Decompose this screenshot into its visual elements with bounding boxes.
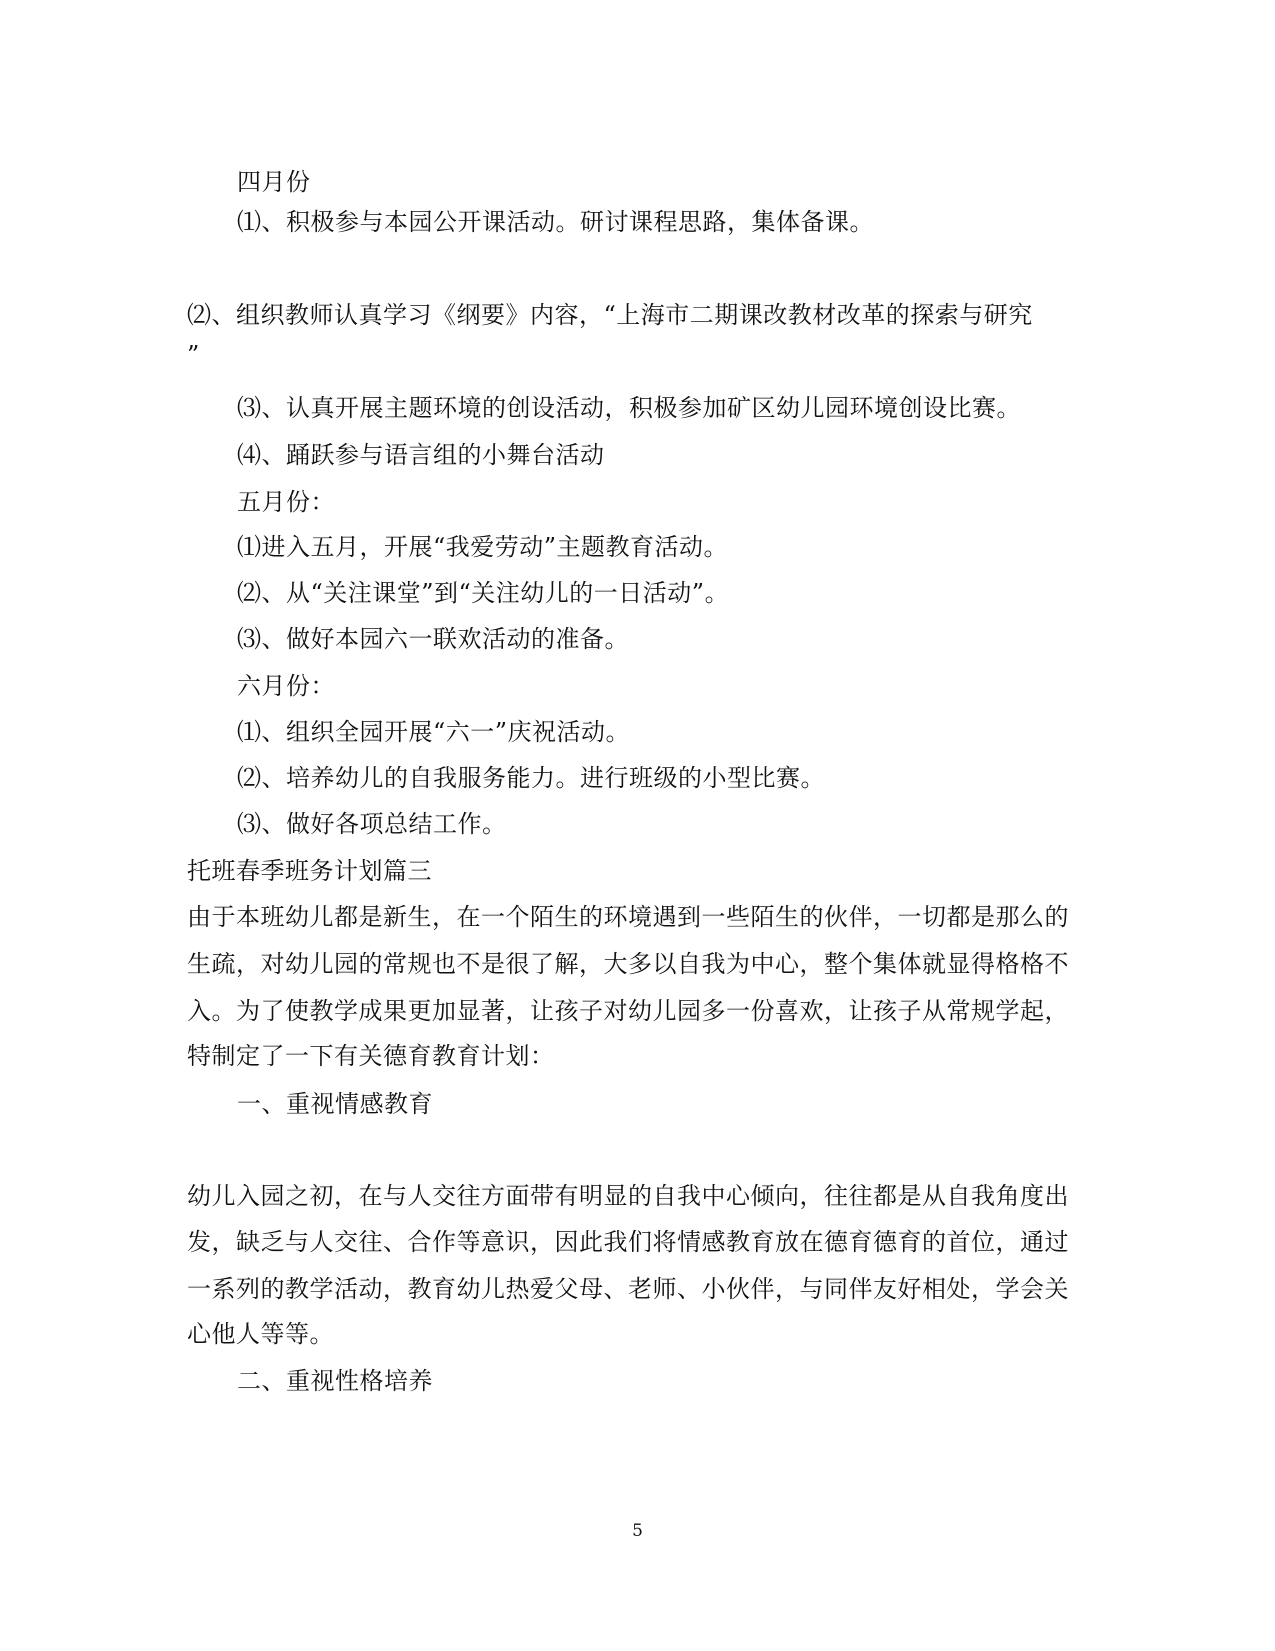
list-item: ⑶、认真开展主题环境的创设活动，积极参加矿区幼儿园环境创设比赛。 [237, 394, 1021, 422]
list-item: ⑵、培养幼儿的自我服务能力。进行班级的小型比赛。 [237, 764, 825, 792]
list-item: ⑶、做好本园六一联欢活动的准备。 [237, 625, 629, 653]
paragraph-line: 发，缺乏与人交往、合作等意识，因此我们将情感教育放在德育德育的首位，通过 [187, 1228, 1069, 1256]
paragraph-line: 一系列的教学活动，教育幼儿热爱父母、老师、小伙伴，与同伴友好相处，学会关 [187, 1275, 1069, 1303]
list-item: ⑵、从“关注课堂”到“关注幼儿的一日活动”。 [237, 579, 730, 607]
section-heading-may: 五月份： [237, 488, 335, 516]
paragraph-line: 由于本班幼儿都是新生，在一个陌生的环境遇到一些陌生的伙伴，一切都是那么的 [187, 903, 1069, 931]
paragraph-line: 入。为了使教学成果更加显著，让孩子对幼儿园多一份喜欢，让孩子从常规学起， [187, 997, 1069, 1025]
page-number: 5 [632, 1521, 643, 1541]
article-title: 托班春季班务计划篇三 [187, 857, 432, 885]
list-item-continuation: ” [187, 341, 200, 369]
list-item: ⑵、组织教师认真学习《纲要》内容，“上海市二期课改教材改革的探索与研究 [187, 301, 1033, 329]
list-item: ⑶、做好各项总结工作。 [237, 810, 507, 838]
section-heading-april: 四月份 [237, 168, 311, 196]
subsection-heading: 一、重视情感教育 [237, 1090, 433, 1118]
list-item: ⑷、踊跃参与语言组的小舞台活动 [237, 441, 605, 469]
list-item: ⑴、积极参与本园公开课活动。研讨课程思路，集体备课。 [237, 208, 874, 236]
paragraph-line: 生疏，对幼儿园的常规也不是很了解，大多以自我为中心，整个集体就显得格格不 [187, 950, 1069, 978]
list-item: ⑴、组织全园开展“六一”庆祝活动。 [237, 718, 631, 746]
paragraph-line: 特制定了一下有关德育教育计划： [187, 1042, 555, 1070]
paragraph-line: 心他人等等。 [187, 1320, 334, 1348]
subsection-heading: 二、重视性格培养 [237, 1367, 433, 1395]
section-heading-june: 六月份： [237, 672, 335, 700]
paragraph-line: 幼儿入园之初，在与人交往方面带有明显的自我中心倾向，往往都是从自我角度出 [187, 1182, 1069, 1210]
list-item: ⑴进入五月，开展“我爱劳动”主题教育活动。 [237, 533, 729, 561]
